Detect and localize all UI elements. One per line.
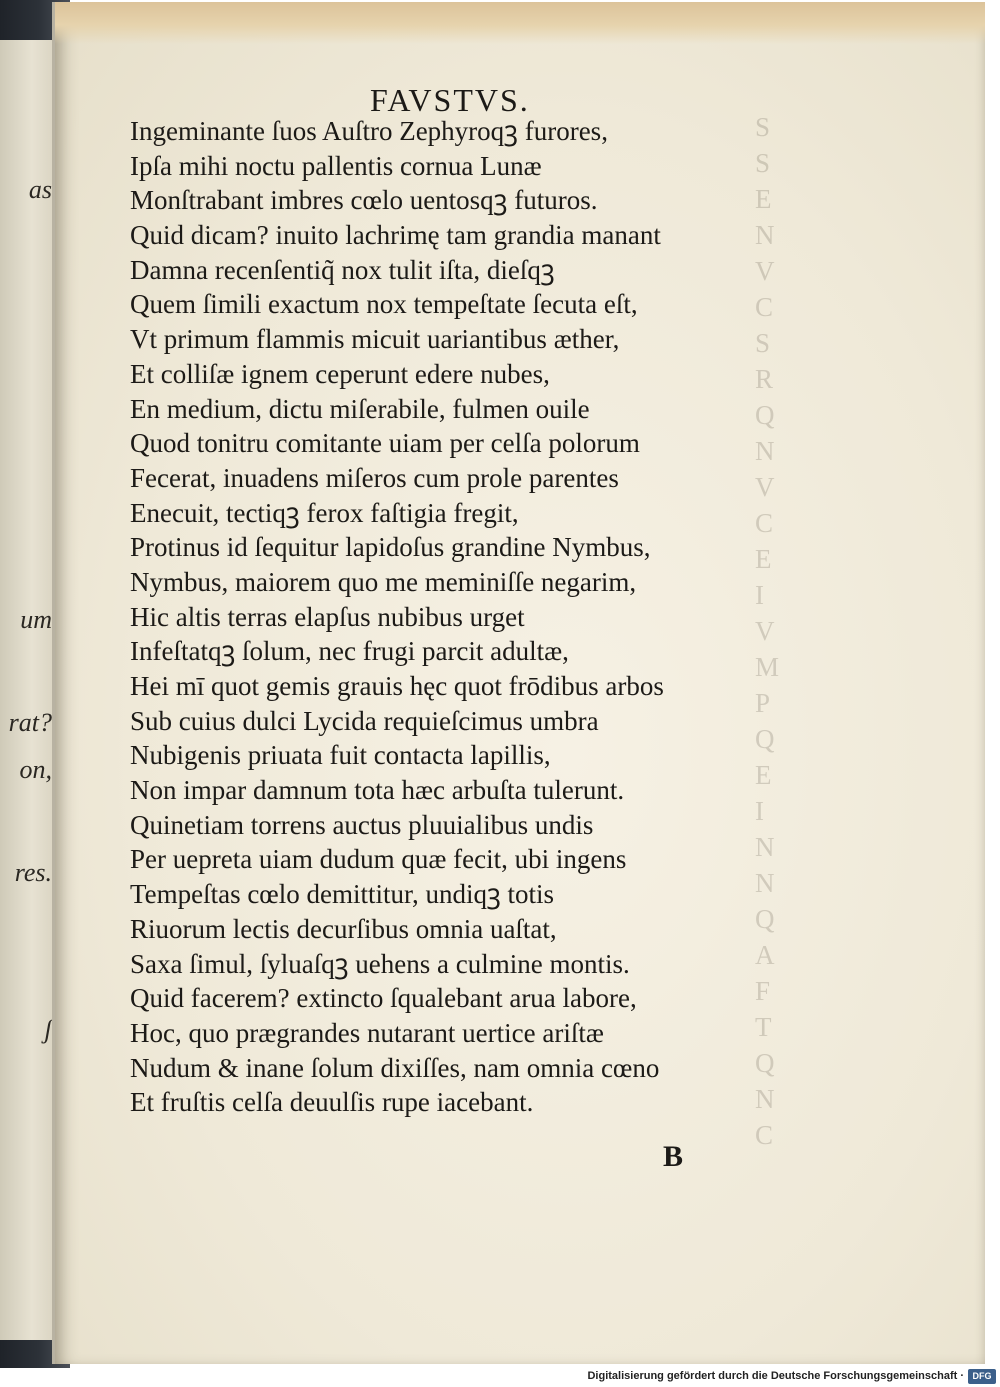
running-head: FAVSTVS. bbox=[370, 82, 530, 118]
verse-line: Hei mī quot gemis grauis hęc quot frōdibus arbos bbox=[130, 671, 664, 701]
left-page-fragment: um bbox=[20, 605, 52, 634]
verse-line: Ingeminante ſuos Auſtro Zephyroqꝫ furores, bbox=[130, 116, 608, 146]
left-page-edge bbox=[0, 40, 60, 1340]
verse-line: Quem ſimili exactum nox tempeſtate ſecuta eſt, bbox=[130, 289, 638, 320]
bleed-through-text: S S E N V C S R Q N V C E I V M P Q E I N N Q A F T Q N C bbox=[755, 112, 781, 1150]
verse-line: Saxa ſimul, ſyluaſqꝫ uehens a culmine montis. bbox=[130, 948, 630, 979]
verse-line: Per uepreta uiam dudum quæ fecit, ubi ingens bbox=[130, 844, 627, 875]
verse-line: Riuorum lectis decurſibus omnia uaſtat, bbox=[130, 913, 557, 944]
left-page-fragment: rat? bbox=[8, 708, 52, 737]
verse-line: Tempeſtas cœlo demittitur, undiqꝫ totis bbox=[130, 879, 555, 910]
verse-line: Sub cuius dulci Lycida requieſcimus umbra bbox=[130, 705, 599, 736]
verse-line: En medium, dictu miſerabile, fulmen ouile bbox=[130, 393, 590, 424]
left-page-fragment: on, bbox=[19, 755, 52, 784]
verse-line: Nubigenis priuata fuit contacta lapillis, bbox=[130, 740, 551, 771]
verse-line: Hic altis terras elapſus nubibus urget bbox=[130, 601, 525, 632]
signature-mark: B bbox=[663, 1140, 684, 1173]
verse-line: Monſtrabant imbres cœlo uentosqꝫ futuros. bbox=[130, 185, 598, 216]
verse-line: Quinetiam torrens auctus pluuialibus undis bbox=[130, 809, 594, 840]
verse-block bbox=[130, 114, 750, 1120]
verse-line: Ipſa mihi noctu pallentis cornua Lunæ bbox=[130, 150, 542, 181]
verse-line: Damna recenſentiq̃ nox tulit iſta, dieſqꝫ bbox=[130, 254, 555, 285]
verse-line: Infeſtatqꝫ ſolum, nec frugi parcit adultæ, bbox=[130, 636, 569, 667]
footer-credit: Digitalisierung gefördert durch die Deutsche Forschungsgemeinschaft · bbox=[587, 1370, 964, 1382]
verse-line: Quid dicam? inuito lachrimę tam grandia manant bbox=[130, 220, 661, 251]
verse-line: Hoc, quo prægrandes nutarant uertice ariſtæ bbox=[130, 1017, 604, 1048]
verse-line: Protinus id ſequitur lapidoſus grandine Nymbus, bbox=[130, 532, 651, 563]
verse-line: Fecerat, inuadens miſeros cum prole parentes bbox=[130, 462, 619, 493]
water-stain bbox=[55, 2, 985, 44]
left-page-fragment: ʃ bbox=[44, 1015, 52, 1044]
verse-line: Et colliſæ ignem ceperunt edere nubes, bbox=[130, 358, 550, 389]
dfg-logo-icon: DFG bbox=[968, 1369, 996, 1384]
verse-line: Quod tonitru comitante uiam per celſa polorum bbox=[130, 428, 640, 459]
verse-line: Non impar damnum tota hæc arbuſta tulerunt. bbox=[130, 775, 625, 806]
verse-line: Nudum & inane ſolum dixiſſes, nam omnia cœno bbox=[130, 1052, 660, 1083]
verse-line: Quid facerem? extincto ſqualebant arua labore, bbox=[130, 983, 637, 1014]
verse-line: Et fruſtis celſa deuulſis rupe iacebant. bbox=[130, 1087, 534, 1118]
left-page-fragment: as bbox=[28, 175, 52, 204]
verse-line: Enecuit, tectiqꝫ ferox faſtigia fregit, bbox=[130, 497, 519, 528]
digitization-footer bbox=[0, 1368, 1000, 1387]
left-page-fragment: res. bbox=[14, 858, 52, 887]
verse-line: Nymbus, maiorem quo me meminiſſe negarim, bbox=[130, 566, 637, 597]
verse-line: Vt primum flammis micuit uariantibus æther, bbox=[130, 324, 620, 355]
